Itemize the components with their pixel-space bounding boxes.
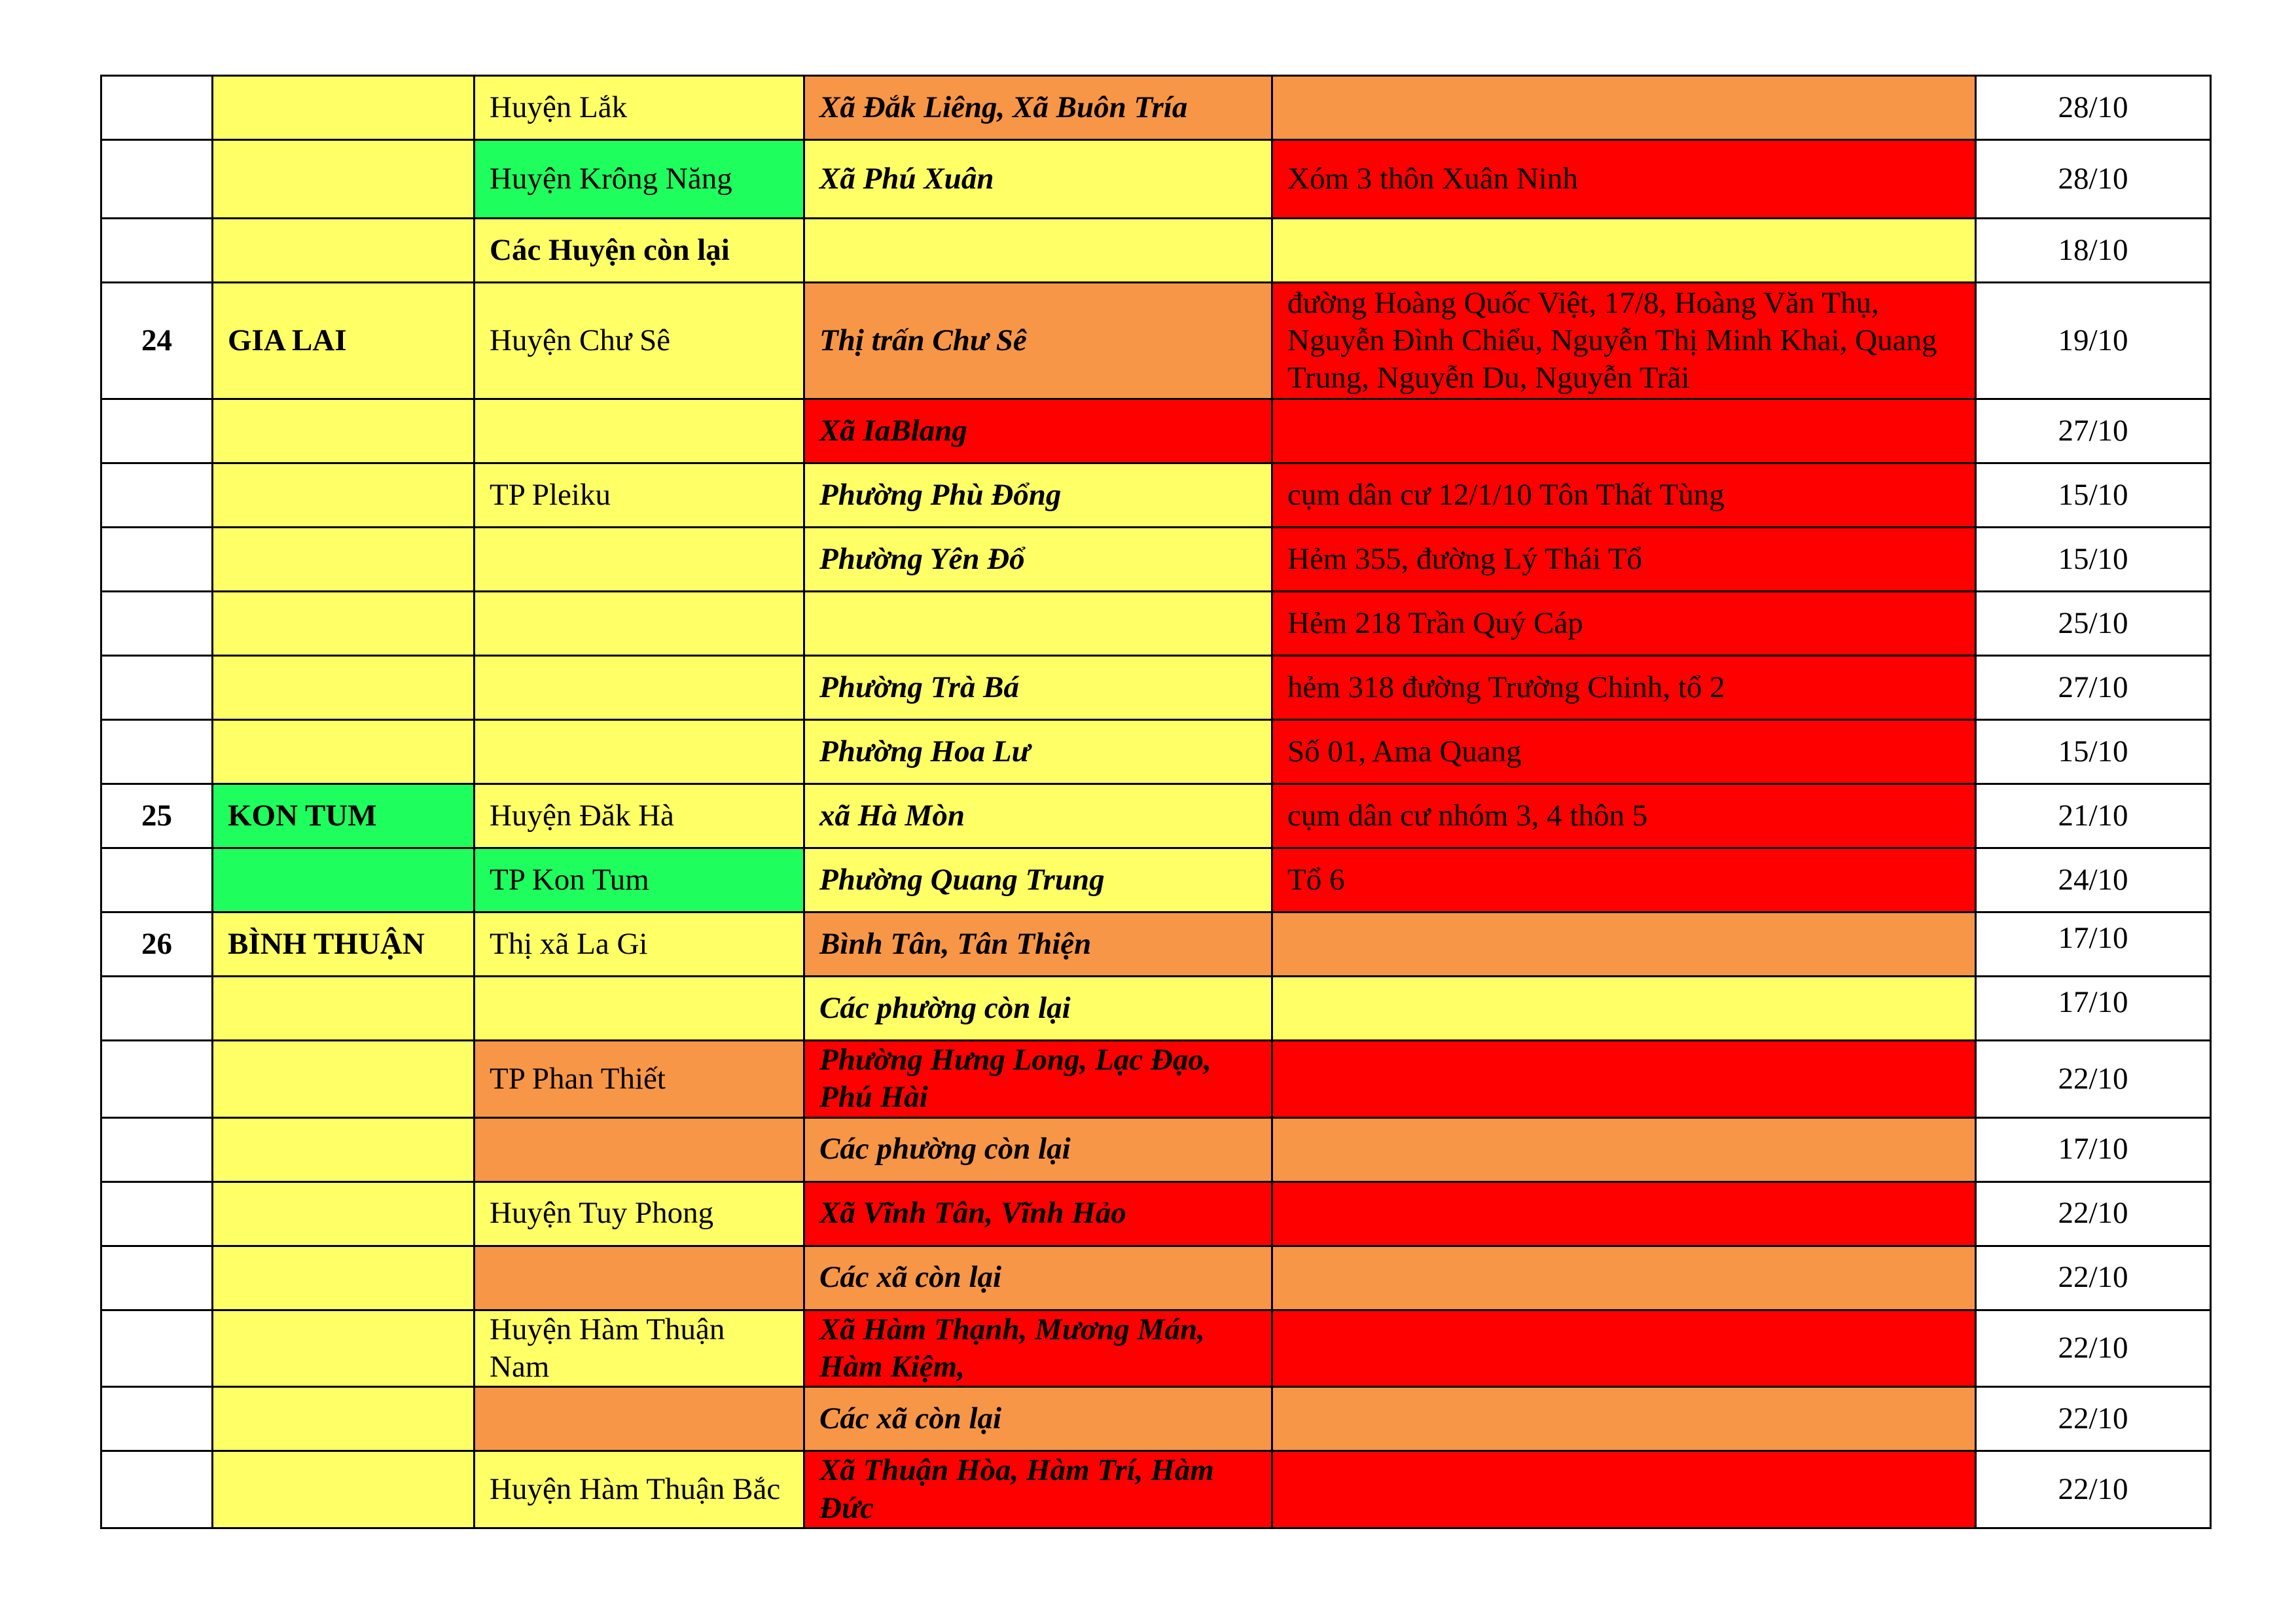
district-cell: Huyện Hàm Thuận Bắc [475,1451,804,1528]
commune-cell: Các xã còn lại [804,1387,1272,1451]
table-row [101,1182,2211,1246]
stt-cell [101,1182,213,1246]
province-cell [213,528,475,592]
province-cell [213,463,475,528]
date-cell: 27/10 [1976,399,2211,463]
area-cell [1272,219,1976,283]
area-cell: Số 01, Ama Quang [1272,720,1976,784]
district-cell: Huyện Tuy Phong [475,1182,804,1246]
stt-cell [101,977,213,1041]
area-cell [1272,977,1976,1041]
district-cell [475,528,804,592]
date-cell: 21/10 [1976,784,2211,848]
commune-cell: Phường Trà Bá [804,656,1272,720]
table-row [101,399,2211,463]
province-cell [213,76,475,140]
table-row [101,463,2211,528]
date-cell: 22/10 [1976,1451,2211,1528]
stt-cell: 25 [101,784,213,848]
stt-cell: 26 [101,912,213,977]
table-row [101,76,2211,140]
area-cell: Tổ 6 [1272,848,1976,912]
province-cell [213,848,475,912]
province-cell [213,1117,475,1182]
district-cell: TP Pleiku [475,463,804,528]
stt-cell [101,592,213,656]
province-cell [213,656,475,720]
stt-cell [101,76,213,140]
commune-cell: Phường Hưng Long, Lạc Đạo, Phú Hài [804,1041,1272,1118]
date-cell: 22/10 [1976,1041,2211,1118]
district-cell [475,399,804,463]
date-cell: 27/10 [1976,656,2211,720]
stt-cell [101,1117,213,1182]
table-row [101,1451,2211,1528]
province-cell [213,399,475,463]
table-row [101,1387,2211,1451]
district-cell [475,1387,804,1451]
district-cell: TP Phan Thiết [475,1041,804,1118]
district-cell: Thị xã La Gi [475,912,804,977]
stt-cell [101,1387,213,1451]
stt-cell [101,399,213,463]
area-cell [1272,912,1976,977]
commune-cell: Xã Thuận Hòa, Hàm Trí, Hàm Đức [804,1451,1272,1528]
date-cell: 28/10 [1976,140,2211,219]
commune-cell: Các phường còn lại [804,977,1272,1041]
stt-cell: 24 [101,283,213,399]
date-cell: 22/10 [1976,1246,2211,1310]
commune-cell: Xã Đắk Liêng, Xã Buôn Tría [804,76,1272,140]
province-cell: GIA LAI [213,283,475,399]
table-row [101,283,2211,399]
area-cell: Xóm 3 thôn Xuân Ninh [1272,140,1976,219]
stt-cell [101,720,213,784]
area-cell: cụm dân cư nhóm 3, 4 thôn 5 [1272,784,1976,848]
date-cell: 22/10 [1976,1182,2211,1246]
district-cell: Huyện Krông Năng [475,140,804,219]
district-cell [475,1117,804,1182]
district-cell: Các Huyện còn lại [475,219,804,283]
date-cell: 15/10 [1976,720,2211,784]
area-cell [1272,399,1976,463]
stt-cell [101,140,213,219]
province-cell: BÌNH THUẬN [213,912,475,977]
date-cell: 24/10 [1976,848,2211,912]
table-row [101,912,2211,977]
commune-cell: Phường Quang Trung [804,848,1272,912]
stt-cell [101,1246,213,1310]
area-cell: Hẻm 355, đường Lý Thái Tổ [1272,528,1976,592]
district-cell [475,720,804,784]
date-cell: 15/10 [1976,528,2211,592]
stt-cell [101,528,213,592]
district-cell [475,1246,804,1310]
province-cell [213,1041,475,1118]
area-cell [1272,76,1976,140]
area-cell [1272,1117,1976,1182]
stt-cell [101,1041,213,1118]
province-cell: KON TUM [213,784,475,848]
commune-cell: Các phường còn lại [804,1117,1272,1182]
district-cell [475,592,804,656]
table-row [101,1310,2211,1387]
district-cell: Huyện Chư Sê [475,283,804,399]
date-cell: 19/10 [1976,283,2211,399]
area-cell: hẻm 318 đường Trường Chinh, tổ 2 [1272,656,1976,720]
date-cell: 18/10 [1976,219,2211,283]
area-cell [1272,1182,1976,1246]
table-row [101,140,2211,219]
table-row [101,848,2211,912]
table-row [101,977,2211,1041]
commune-cell [804,592,1272,656]
province-cell [213,592,475,656]
province-cell [213,1246,475,1310]
province-cell [213,1387,475,1451]
date-cell: 17/10 [1976,977,2211,1041]
table-row [101,720,2211,784]
province-cell [213,720,475,784]
district-cell [475,977,804,1041]
table-row [101,656,2211,720]
table-row [101,592,2211,656]
area-cell [1272,1387,1976,1451]
commune-cell: Thị trấn Chư Sê [804,283,1272,399]
commune-cell: xã Hà Mòn [804,784,1272,848]
table-row [101,784,2211,848]
province-cell [213,1451,475,1528]
province-cell [213,219,475,283]
commune-cell: Các xã còn lại [804,1246,1272,1310]
area-cell [1272,1041,1976,1118]
commune-cell [804,219,1272,283]
district-cell: Huyện Hàm Thuận Nam [475,1310,804,1387]
commune-cell: Phường Hoa Lư [804,720,1272,784]
commune-cell: Bình Tân, Tân Thiện [804,912,1272,977]
commune-cell: Xã Hàm Thạnh, Mương Mán, Hàm Kiệm, [804,1310,1272,1387]
area-cell [1272,1310,1976,1387]
stt-cell [101,848,213,912]
table-row [101,1246,2211,1310]
date-cell: 15/10 [1976,463,2211,528]
area-cell [1272,1246,1976,1310]
stt-cell [101,1451,213,1528]
table-row [101,1117,2211,1182]
stt-cell [101,1310,213,1387]
province-cell [213,977,475,1041]
commune-cell: Phường Phù Đổng [804,463,1272,528]
date-cell: 28/10 [1976,76,2211,140]
table-row [101,528,2211,592]
table-row [101,1041,2211,1118]
province-cell [213,1310,475,1387]
date-cell: 25/10 [1976,592,2211,656]
date-cell: 22/10 [1976,1387,2211,1451]
district-cell: TP Kon Tum [475,848,804,912]
zone-status-table [100,75,2212,1529]
area-cell: Hẻm 218 Trần Quý Cáp [1272,592,1976,656]
area-cell: cụm dân cư 12/1/10 Tôn Thất Tùng [1272,463,1976,528]
commune-cell: Xã IaBlang [804,399,1272,463]
district-cell: Huyện Lắk [475,76,804,140]
province-cell [213,1182,475,1246]
province-cell [213,140,475,219]
stt-cell [101,656,213,720]
district-cell [475,656,804,720]
district-cell: Huyện Đăk Hà [475,784,804,848]
commune-cell: Xã Phú Xuân [804,140,1272,219]
area-cell [1272,1451,1976,1528]
area-cell: đường Hoàng Quốc Việt, 17/8, Hoàng Văn Thụ, Nguyễn Đình Chiểu, Nguyễn Thị Minh Khai, Quang Trung, Nguyễn Du, Nguyễn Trãi [1272,283,1976,399]
table-row [101,219,2211,283]
stt-cell [101,219,213,283]
date-cell: 22/10 [1976,1310,2211,1387]
commune-cell: Phường Yên Đổ [804,528,1272,592]
date-cell: 17/10 [1976,912,2211,977]
commune-cell: Xã Vĩnh Tân, Vĩnh Hảo [804,1182,1272,1246]
date-cell: 17/10 [1976,1117,2211,1182]
stt-cell [101,463,213,528]
